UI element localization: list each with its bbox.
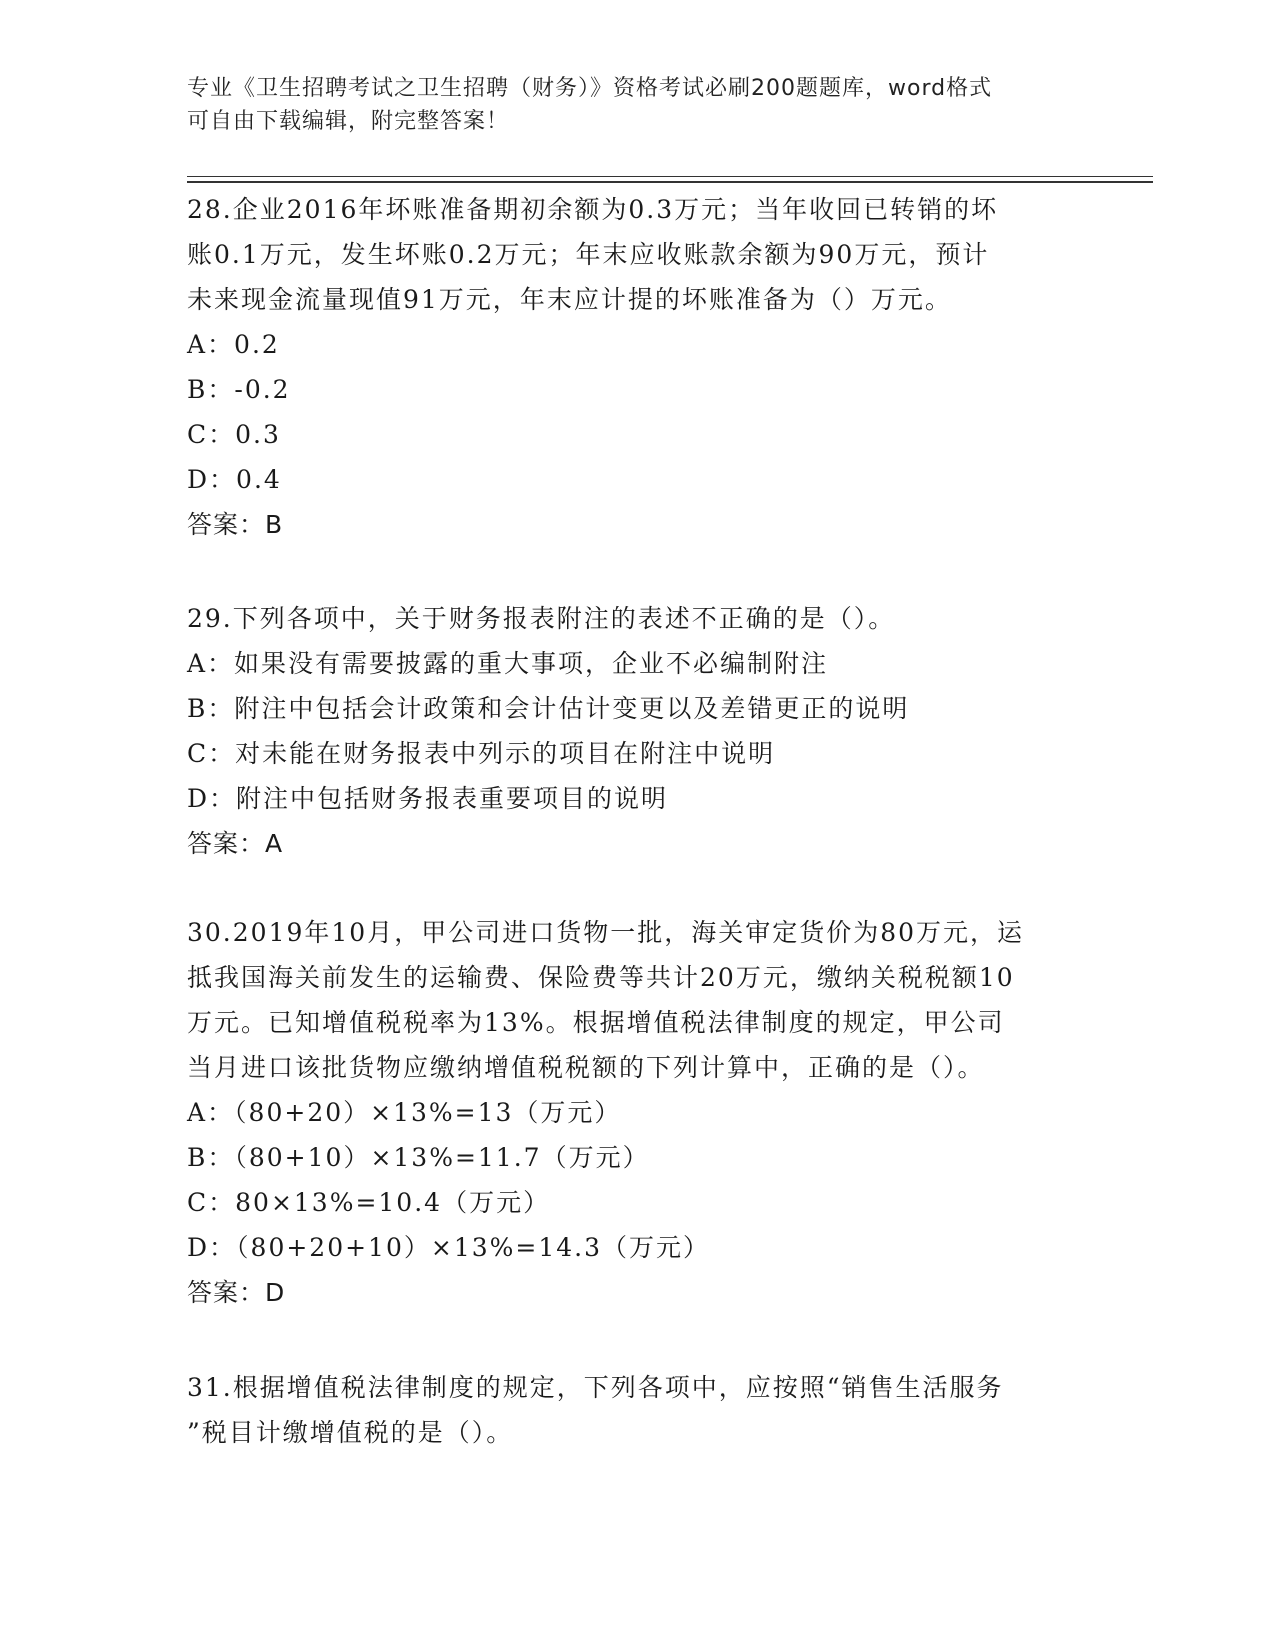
option-d: D：0.4 [187,465,282,494]
question-text: 抵我国海关前发生的运输费、保险费等共计20万元，缴纳关税税额10 [187,963,1015,992]
answer: 答案：D [187,1278,286,1307]
question-31 [187,1365,1087,1455]
option-a: A：（80+20）×13%=13（万元） [187,1098,622,1127]
option-b: B：附注中包括会计政策和会计估计变更以及差错更正的说明 [187,694,910,723]
header-divider [187,176,1153,177]
document-header [187,72,1067,138]
answer: 答案：A [187,829,284,858]
answer: 答案：B [187,510,284,539]
question-text: 28.企业2016年坏账准备期初余额为0.3万元；当年收回已转销的坏 [187,195,999,224]
option-a: A：0.2 [187,330,280,359]
question-text: 30.2019年10月，甲公司进口货物一批，海关审定货价为80万元，运 [187,918,1025,947]
option-c: C：80×13%=10.4（万元） [187,1188,551,1217]
header-line: 可自由下载编辑，附完整答案！ [187,109,510,134]
question-text: 万元。已知增值税税率为13%。根据增值税法律制度的规定，甲公司 [187,1008,1005,1037]
question-30 [187,910,1087,1315]
question-text: 29.下列各项中，关于财务报表附注的表述不正确的是（）。 [187,604,896,633]
question-28 [187,187,1087,547]
option-b: B：（80+10）×13%=11.7（万元） [187,1143,650,1172]
header-line: 专业《卫生招聘考试之卫生招聘（财务）》资格考试必刷200题题库，word格式 [187,76,993,101]
question-29 [187,596,1087,866]
question-text: 当月进口该批货物应缴纳增值税税额的下列计算中，正确的是（）。 [187,1053,985,1082]
question-text: 账0.1万元，发生坏账0.2万元；年末应收账款余额为90万元，预计 [187,240,990,269]
question-text: 31.根据增值税法律制度的规定，下列各项中，应按照“销售生活服务 [187,1373,1004,1402]
question-text: ”税目计缴增值税的是（）。 [187,1418,514,1447]
option-a: A：如果没有需要披露的重大事项，企业不必编制附注 [187,649,829,678]
option-b: B：-0.2 [187,375,291,404]
header-divider [187,181,1153,183]
option-c: C：对未能在财务报表中列示的项目在附注中说明 [187,739,776,768]
option-c: C：0.3 [187,420,281,449]
option-d: D：（80+20+10）×13%=14.3（万元） [187,1233,710,1262]
option-d: D：附注中包括财务报表重要项目的说明 [187,784,669,813]
question-text: 未来现金流量现值91万元，年末应计提的坏账准备为（）万元。 [187,285,952,314]
